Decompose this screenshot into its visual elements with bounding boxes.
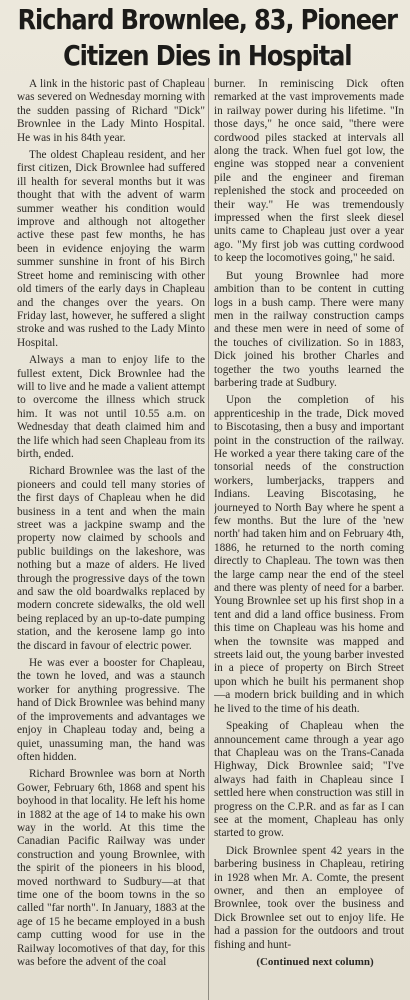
- paragraph: The oldest Chapleau resident, and her first citizen, Dick Brownlee had suffered ill health for several months but it was thought that with the advent of warm summer weather his condition would improve and although not altogether active these past few months, he has been in evidence enjoying the warm summer sunshine in front of his Birch Street home and reminiscing with other old timers of the early days in Chapleau and the changes over the years. On Friday last, however, he suffered a slight stroke and was rushed to the Lady Minto Hospital.: [17, 149, 205, 349]
- continued-note: (Continued next column): [256, 956, 374, 968]
- paragraph: A link in the historic past of Chapleau was severed on Wednesday morning with the sudden passing of Richard "Dick" Brownlee in the Lady Minto Hospital. He was in his 84th year.: [17, 78, 205, 144]
- paragraph: Speaking of Chapleau when the announcement came through a year ago that Chapleau was on the Trans-Canada Highway, Dick Brownlee said; "I've always had faith in Chapleau since I settled here when construction was still in progress on the C.P.R. and as far as I can see at the moment, Chapleau has only started to grow.: [214, 720, 404, 840]
- paragraph: He was ever a booster for Chapleau, the town he loved, and was a staunch worker for anything progressive. The hand of Dick Brownlee was behind many of the improvements and advantages we enjoy in Chapleau today and, being a quiet, unassuming man, the hand was often hidden.: [17, 657, 205, 763]
- headline: Richard Brownlee, 83, Pioneer Citizen Dies in Hospital: [17, 3, 397, 72]
- paragraph: Upon the completion of his apprenticeship in the trade, Dick moved to Biscotasing, then a busy and important point in the construction of the railway. He worked a year there taking care of the tonsorial needs of the construction workers, lumberjacks, trappers and Indians. Leaving Biscotasing, he journeyed to North Bay where he spent a few months. But the lure of the 'new north' had taken him and on February 4th, 1886, he returned to the north coming directly to Chapleau. The town was then the large camp near the end of the steel and there was plenty of need for a barber. Young Brownlee set up his first shop in a tent and did a land office business. From this time on Chapleau was his home and when the townsite was mapped and streets laid out, the young barber invested in a piece of property on Birch Street upon which he built his permanent shop—a modern brick building and in which he lived to the time of his death.: [214, 394, 404, 715]
- paragraph: burner. In reminiscing Dick often remarked at the vast improvements made in railway power during his lifetime. "In those days," he once said, "there were cordwood piles stacked at intervals all along the track. When fuel got low, the engine was stopped near a convenient pile and the engineer and fireman replenished the stock and proceeded on their way." He was tremendously impressed when the first sleek diesel units came to Chapleau just over a year ago. "My first job was cutting cordwood to keep the locomotives going," he said.: [214, 78, 404, 265]
- article-body: [0, 78, 410, 1000]
- paragraph: Dick Brownlee spent 42 years in the barbering business in Chapleau, retiring in 1928 when Mr. A. Comte, the present owner, and then an employee of Brownlee, took over the business and Dick Brownlee set out to enjoy life. He had a passion for the outdoors and trout fishing and hunt-: [214, 844, 404, 951]
- paragraph: Richard Brownlee was born at North Gower, February 6th, 1868 and spent his boyhood in that locality. He left his home in 1882 at the age of 14 to make his own way in the world. At this time the Canadian Pacific Railway was under construction and young Brownlee, with the spirit of the pioneers in his blood, moved northward to Sudbury—at that time one of the boom towns in the so called "far north". In January, 1883 at the age of 15 he became employed in a bush camp cutting wood for use in the Railway locomotives of that day, for this was before the advent of the coal: [17, 768, 205, 968]
- column-rule: [208, 78, 209, 1000]
- right-column: [214, 78, 404, 1000]
- left-column: [17, 78, 205, 1000]
- paragraph: But young Brownlee had more ambition than to be content in cutting logs in a bush camp. There were many men in the railway construction camps and these men were in need of some of the touches of civilization. So in 1883, Dick joined his brother Charles and together the two youths learned the barbering trade at Sudbury.: [214, 269, 404, 389]
- paragraph: Richard Brownlee was the last of the pioneers and could tell many stories of the first days of Chapleau when he did business in a tent and when the main street was a jackpine swamp and the property now claimed by schools and public buildings on the lakeshore, was nothing but a maze of alders. He lived through the progressive days of the town and saw the old boardwalks replaced by modern concrete sidewalks, the old well being replaced by an up-to-date pumping station, and the kerosene lamp go into the discard in favour of electric power.: [17, 465, 205, 652]
- paragraph: Always a man to enjoy life to the fullest extent, Dick Brownlee had the will to live and he made a valient attempt to overcome the illness which struck him. It was not until 10.55 a.m. on Wednesday that death claimed him and the life which had seen Chapleau from its birth, ended.: [17, 354, 205, 460]
